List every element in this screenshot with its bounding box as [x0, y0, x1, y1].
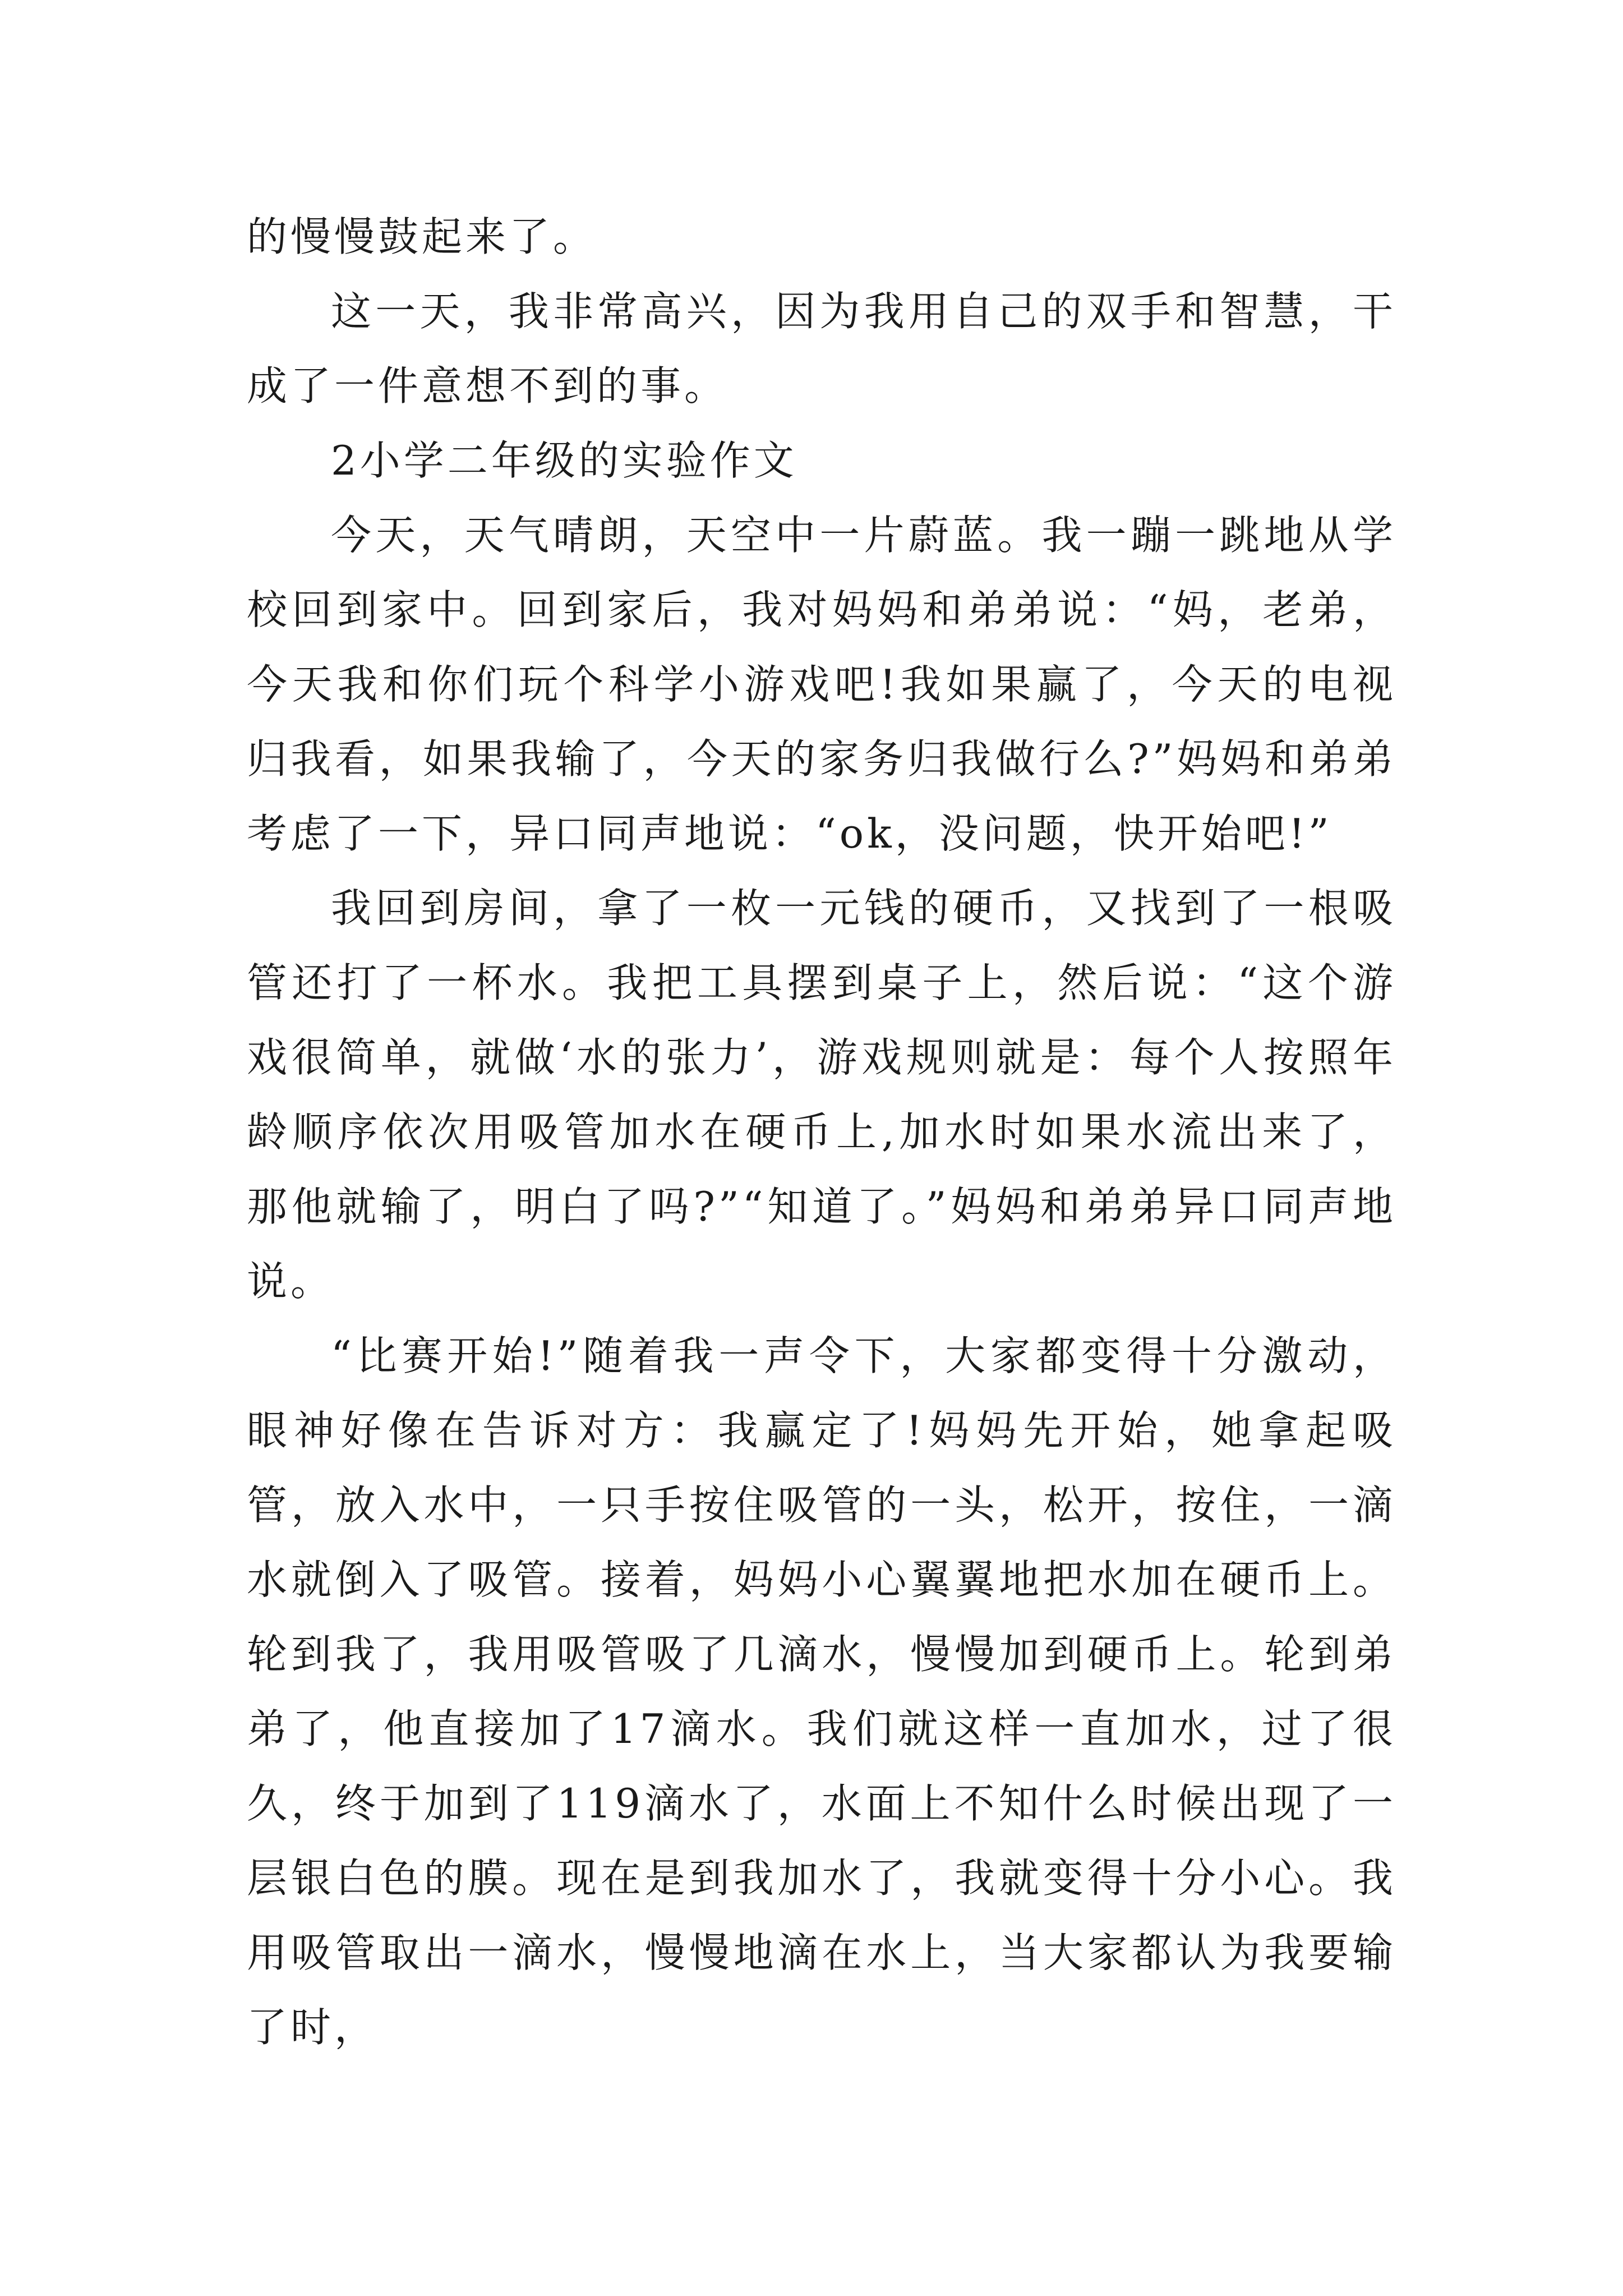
paragraph-continuation: 的慢慢鼓起来了。	[247, 213, 597, 260]
paragraph-intro: 今天，天气晴朗，天空中一片蔚蓝。我一蹦一跳地从学校回到家中。回到家后，我对妈妈和弟弟说：“妈，老弟，今天我和你们玩个科学小游戏吧!我如果赢了，今天的电视归我看，如果我输了，今天的家务归我做行么?”妈妈和弟弟考虑了一下，异口同声地说：“ok，没问题，快开始吧!”	[247, 512, 1396, 857]
document-body	[247, 200, 1396, 2065]
paragraph-game: “比赛开始!”随着我一声令下，大家都变得十分激动，眼神好像在告诉对方：我赢定了!妈妈先开始，她拿起吸管，放入水中，一只手按住吸管的一头，松开，按住，一滴水就倒入了吸管。接着，妈妈小心翼翼地把水加在硬币上。轮到我了，我用吸管吸了几滴水，慢慢加到硬币上。轮到弟弟了，他直接加了17滴水。我们就这样一直加水，过了很久，终于加到了119滴水了，水面上不知什么时候出现了一层银白色的膜。现在是到我加水了，我就变得十分小心。我用吸管取出一滴水，慢慢地滴在水上，当大家都认为我要输了时，	[247, 1332, 1396, 2051]
paragraph-setup: 我回到房间，拿了一枚一元钱的硬币，又找到了一根吸管还打了一杯水。我把工具摆到桌子上，然后说：“这个游戏很简单，就做‘水的张力’，游戏规则就是：每个人按照年龄顺序依次用吸管加水在硬币上,加水时如果水流出来了，那他就输了，明白了吗?”“知道了。”妈妈和弟弟异口同声地说。	[247, 885, 1396, 1305]
paragraph-conclusion: 这一天，我非常高兴，因为我用自己的双手和智慧，干成了一件意想不到的事。	[247, 288, 1396, 409]
section-heading: 2小学二年级的实验作文	[331, 437, 797, 484]
